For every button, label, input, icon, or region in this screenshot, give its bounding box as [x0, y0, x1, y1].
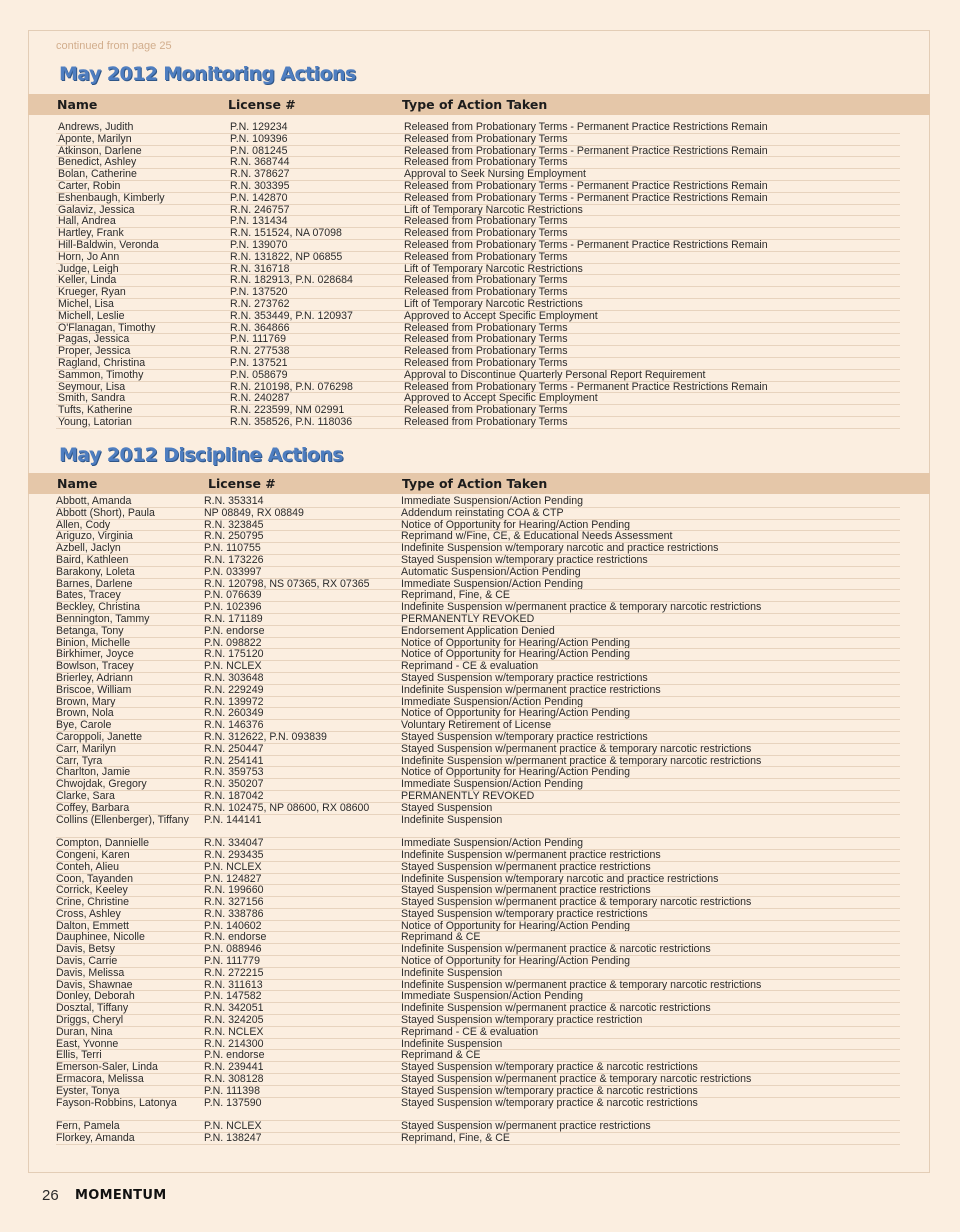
row-action: Indefinite Suspension w/permanent practice & temporary narcotic restrictions [401, 601, 762, 614]
row-license: R.N. 303395 [230, 179, 290, 192]
table-row [0, 815, 960, 839]
row-license: R.N. 353449, P.N. 120937 [230, 309, 353, 322]
table-row [0, 614, 960, 626]
row-action: Stayed Suspension w/permanent practice restrictions [401, 860, 651, 873]
row-license: R.N. 368744 [230, 156, 290, 169]
row-name: Betanga, Tony [56, 624, 124, 637]
row-action: Notice of Opportunity for Hearing/Action Pending [401, 707, 631, 720]
row-name: Binion, Michelle [56, 636, 131, 649]
table-row [0, 850, 960, 862]
row-name: Ariguzo, Virginia [56, 530, 133, 543]
row-action: Stayed Suspension w/temporary practice restriction [401, 1014, 643, 1027]
row-license: P.N. 137521 [230, 356, 288, 369]
table-row [0, 240, 960, 252]
row-name: Pagas, Jessica [58, 333, 130, 346]
row-name: Driggs, Cheryl [56, 1014, 124, 1027]
row-action: Immediate Suspension/Action Pending [401, 577, 583, 590]
row-action: Stayed Suspension w/temporary practice restrictions [401, 553, 648, 566]
row-license: R.N. 327156 [204, 896, 264, 909]
row-action: Immediate Suspension/Action Pending [401, 837, 583, 850]
row-name: Abbott (Short), Paula [56, 506, 155, 519]
row-action: Stayed Suspension w/permanent practice restrictions [401, 884, 651, 897]
row-license: R.N. 316718 [230, 262, 290, 275]
row-action: Voluntary Retirement of License [401, 719, 552, 732]
row-name: Ragland, Christina [58, 356, 146, 369]
row-name: East, Yvonne [56, 1037, 119, 1050]
row-action: Reprimand, Fine, & CE [401, 589, 510, 602]
row-action: Indefinite Suspension w/permanent practice restrictions [401, 848, 661, 861]
row-license: P.N. endorse [204, 624, 265, 637]
row-action: Stayed Suspension [401, 801, 493, 814]
table-row [0, 134, 960, 146]
row-name: Krueger, Ryan [58, 286, 126, 299]
row-license: R.N. 277538 [230, 345, 290, 358]
row-license: R.N. 214300 [204, 1037, 264, 1050]
row-action: Endorsement Application Denied [401, 624, 555, 637]
row-license: R.N. 102475, NP 08600, RX 08600 [204, 801, 370, 814]
row-action: Stayed Suspension w/permanent practice & temporary narcotic restrictions [401, 896, 752, 909]
row-action: Notice of Opportunity for Hearing/Action Pending [401, 955, 631, 968]
row-license: P.N. 137590 [204, 1096, 262, 1109]
discipline-table [0, 496, 960, 1145]
table-row [0, 626, 960, 638]
row-license: P.N. 140602 [204, 919, 262, 932]
row-name: Aponte, Marilyn [58, 132, 132, 145]
row-action: Stayed Suspension w/temporary practice & narcotic restrictions [401, 1084, 698, 1097]
row-name: Barakony, Loleta [56, 565, 135, 578]
row-action: Stayed Suspension w/permanent practice & temporary narcotic restrictions [401, 1073, 752, 1086]
row-license: R.N. 120798, NS 07365, RX 07365 [204, 577, 370, 590]
row-action: Released from Probationary Terms [404, 333, 568, 346]
monitoring-title: May 2012 Monitoring Actions [59, 63, 356, 85]
row-name: Fayson-Robbins, Latonya [56, 1096, 177, 1109]
row-license: R.N. 353314 [204, 495, 264, 507]
row-name: Davis, Shawnae [56, 978, 133, 991]
row-action: Approved to Accept Specific Employment [404, 392, 598, 405]
table-row [0, 673, 960, 685]
row-action: Notice of Opportunity for Hearing/Action Pending [401, 766, 631, 779]
row-license: P.N. NCLEX [204, 660, 262, 673]
row-license: R.N. 210198, P.N. 076298 [230, 380, 353, 393]
row-name: Hartley, Frank [58, 227, 124, 240]
row-name: Brown, Mary [56, 695, 116, 708]
row-license: R.N. 223599, NM 02991 [230, 404, 345, 417]
row-license: R.N. 308128 [204, 1073, 264, 1086]
table-row [0, 968, 960, 980]
row-action: Reprimand - CE & evaluation [401, 660, 539, 673]
row-license: NP 08849, RX 08849 [204, 506, 304, 519]
row-license: R.N. 182913, P.N. 028684 [230, 274, 353, 287]
row-name: Fern, Pamela [56, 1120, 120, 1133]
discipline-header-bar [28, 473, 930, 494]
row-action: Reprimand w/Fine, CE, & Educational Needs Assessment [401, 530, 673, 543]
table-row [0, 1098, 960, 1122]
row-action: Indefinite Suspension w/permanent practice & temporary narcotic restrictions [401, 978, 762, 991]
row-action: Reprimand - CE & evaluation [401, 1025, 539, 1038]
row-action: Stayed Suspension w/temporary practice restrictions [401, 730, 648, 743]
row-license: P.N. 144141 [204, 813, 262, 826]
row-name: Smith, Sandra [58, 392, 126, 405]
row-action: Released from Probationary Terms [404, 250, 568, 263]
row-license: P.N. 111398 [204, 1084, 260, 1097]
row-action: Stayed Suspension w/permanent practice & temporary narcotic restrictions [401, 742, 752, 755]
magazine-name: MOMENTUM [75, 1188, 167, 1203]
row-action: Immediate Suspension/Action Pending [401, 495, 583, 507]
row-license: R.N. 359753 [204, 766, 264, 779]
row-license: P.N. 142870 [230, 191, 288, 204]
row-name: Baird, Kathleen [56, 553, 129, 566]
table-row [0, 555, 960, 567]
table-row [0, 311, 960, 323]
row-license: R.N. NCLEX [204, 1025, 264, 1038]
discipline-title: May 2012 Discipline Actions [59, 444, 343, 466]
row-action: Addendum reinstating COA & CTP [401, 506, 564, 519]
discipline-header-name: Name [57, 476, 98, 491]
table-row [0, 252, 960, 264]
row-license: R.N. 273762 [230, 297, 290, 310]
row-name: Young, Latorian [58, 415, 132, 428]
row-name: Michel, Lisa [58, 297, 114, 310]
row-action: Stayed Suspension w/permanent practice restrictions [401, 1120, 651, 1133]
discipline-header-license: License # [208, 476, 276, 491]
row-action: Approved to Accept Specific Employment [404, 309, 598, 322]
continued-note: continued from page 25 [56, 40, 172, 52]
row-action: Indefinite Suspension [401, 1037, 503, 1050]
row-license: R.N. 260349 [204, 707, 264, 720]
table-row [0, 909, 960, 921]
row-name: Hill-Baldwin, Veronda [58, 238, 159, 251]
row-license: R.N. 139972 [204, 695, 264, 708]
row-name: Carter, Robin [58, 179, 121, 192]
row-name: Florkey, Amanda [56, 1132, 135, 1145]
row-action: Lift of Temporary Narcotic Restrictions [404, 203, 583, 216]
row-name: Conteh, Alieu [56, 860, 120, 873]
row-name: Benedict, Ashley [58, 156, 137, 169]
row-name: O'Flanagan, Timothy [58, 321, 156, 334]
row-action: Immediate Suspension/Action Pending [401, 695, 583, 708]
row-name: Compton, Dannielle [56, 837, 150, 850]
row-action: Released from Probationary Terms - Permanent Practice Restrictions Remain [404, 179, 768, 192]
row-license: R.N. 240287 [230, 392, 290, 405]
row-name: Hall, Andrea [58, 215, 116, 228]
row-action: Notice of Opportunity for Hearing/Action Pending [401, 636, 631, 649]
monitoring-header-action: Type of Action Taken [402, 97, 548, 112]
row-name: Eyster, Tonya [56, 1084, 120, 1097]
row-name: Clarke, Sara [56, 789, 115, 802]
row-name: Donley, Deborah [56, 990, 135, 1003]
row-name: Atkinson, Darlene [58, 144, 142, 157]
row-name: Andrews, Judith [58, 121, 134, 133]
row-action: Released from Probationary Terms [404, 356, 568, 369]
table-row [0, 791, 960, 803]
row-action: Indefinite Suspension w/permanent practice & narcotic restrictions [401, 1002, 711, 1015]
row-action: Released from Probationary Terms [404, 156, 568, 169]
row-license: P.N. 109396 [230, 132, 288, 145]
row-license: R.N. 358526, P.N. 118036 [230, 415, 353, 428]
row-name: Keller, Linda [58, 274, 117, 287]
row-action: Notice of Opportunity for Hearing/Action Pending [401, 518, 631, 531]
row-name: Michell, Leslie [58, 309, 125, 322]
row-action: Indefinite Suspension w/temporary narcotic and practice restrictions [401, 542, 719, 555]
row-name: Bye, Carole [56, 719, 112, 732]
row-license: P.N. 110755 [204, 542, 261, 555]
row-license: P.N. 111779 [204, 955, 260, 968]
row-name: Caroppoli, Janette [56, 730, 142, 743]
row-license: P.N. 081245 [230, 144, 288, 157]
row-license: R.N. 311613 [204, 978, 263, 991]
row-license: P.N. endorse [204, 1049, 265, 1062]
row-action: Released from Probationary Terms [404, 404, 568, 417]
row-name: Brierley, Adriann [56, 671, 133, 684]
table-row [0, 508, 960, 520]
row-action: Stayed Suspension w/temporary practice restrictions [401, 907, 648, 920]
row-name: Coffey, Barbara [56, 801, 130, 814]
row-action: Released from Probationary Terms - Permanent Practice Restrictions Remain [404, 144, 768, 157]
row-license: R.N. 334047 [204, 837, 264, 850]
row-license: P.N. 129234 [230, 121, 288, 133]
row-name: Carr, Marilyn [56, 742, 117, 755]
row-license: P.N. 088946 [204, 943, 262, 956]
row-name: Chwojdak, Gregory [56, 778, 147, 791]
monitoring-header-name: Name [57, 97, 98, 112]
row-name: Horn, Jo Ann [58, 250, 120, 263]
row-license: R.N. 350207 [204, 778, 264, 791]
row-name: Coon, Tayanden [56, 872, 133, 885]
row-license: P.N. 147582 [204, 990, 262, 1003]
row-name: Emerson-Saler, Linda [56, 1061, 158, 1074]
row-name: Cross, Ashley [56, 907, 121, 920]
row-license: R.N. 171189 [204, 612, 263, 625]
table-row [0, 732, 960, 744]
row-action: Released from Probationary Terms - Permanent Practice Restrictions Remain [404, 380, 768, 393]
table-row [0, 744, 960, 756]
row-license: P.N. 098822 [204, 636, 262, 649]
row-license: R.N. 131822, NP 06855 [230, 250, 343, 263]
row-action: Released from Probationary Terms [404, 415, 568, 428]
row-action: PERMANENTLY REVOKED [401, 789, 535, 802]
row-name: Eshenbaugh, Kimberly [58, 191, 165, 204]
row-license: R.N. 342051 [204, 1002, 264, 1015]
row-action: Reprimand, Fine, & CE [401, 1132, 510, 1145]
row-name: Bolan, Catherine [58, 168, 137, 181]
row-name: Barnes, Darlene [56, 577, 133, 590]
row-license: P.N. 033997 [204, 565, 262, 578]
row-name: Carr, Tyra [56, 754, 103, 767]
row-action: Indefinite Suspension w/permanent practice & temporary narcotic restrictions [401, 754, 762, 767]
table-row [0, 803, 960, 815]
row-license: R.N. 338786 [204, 907, 264, 920]
row-name: Allen, Cody [56, 518, 111, 531]
row-action: Reprimand & CE [401, 931, 481, 944]
row-action: Reprimand & CE [401, 1049, 481, 1062]
row-action: Notice of Opportunity for Hearing/Action Pending [401, 919, 631, 932]
row-license: R.N. 293435 [204, 848, 264, 861]
row-action: Indefinite Suspension w/permanent practice & narcotic restrictions [401, 943, 711, 956]
table-row [0, 1086, 960, 1098]
row-license: R.N. 254141 [204, 754, 264, 767]
row-name: Abbott, Amanda [56, 495, 132, 507]
row-action: Released from Probationary Terms - Permanent Practice Restrictions Remain [404, 238, 768, 251]
row-action: Stayed Suspension w/temporary practice & narcotic restrictions [401, 1096, 698, 1109]
row-name: Bennington, Tammy [56, 612, 150, 625]
row-name: Dauphinee, Nicolle [56, 931, 145, 944]
row-name: Dosztal, Tiffany [56, 1002, 129, 1015]
row-name: Bates, Tracey [56, 589, 121, 602]
row-license: P.N. 111769 [230, 333, 286, 346]
row-name: Briscoe, William [56, 683, 132, 696]
row-name: Tufts, Katherine [58, 404, 133, 417]
table-row [0, 862, 960, 874]
row-action: Released from Probationary Terms [404, 345, 568, 358]
row-name: Beckley, Christina [56, 601, 140, 614]
row-license: P.N. 124827 [204, 872, 262, 885]
row-name: Davis, Carrie [56, 955, 118, 968]
row-action: Indefinite Suspension w/permanent practice restrictions [401, 683, 661, 696]
row-license: R.N. 151524, NA 07098 [230, 227, 342, 240]
row-name: Charlton, Jamie [56, 766, 131, 779]
row-name: Congeni, Karen [56, 848, 130, 861]
row-name: Birkhimer, Joyce [56, 648, 134, 661]
table-row [0, 181, 960, 193]
row-license: R.N. 378627 [230, 168, 290, 181]
row-license: P.N. 139070 [230, 238, 288, 251]
row-action: Lift of Temporary Narcotic Restrictions [404, 262, 583, 275]
row-name: Brown, Nola [56, 707, 114, 720]
row-name: Dalton, Emmett [56, 919, 130, 932]
row-action: Released from Probationary Terms [404, 321, 568, 334]
monitoring-header-bar [28, 94, 930, 115]
row-license: P.N. 102396 [204, 601, 262, 614]
table-row [0, 1039, 960, 1051]
row-license: P.N. NCLEX [204, 860, 262, 873]
table-row [0, 417, 960, 429]
row-name: Ermacora, Melissa [56, 1073, 144, 1086]
row-action: Released from Probationary Terms [404, 215, 568, 228]
row-name: Azbell, Jaclyn [56, 542, 121, 555]
row-license: R.N. 312622, P.N. 093839 [204, 730, 327, 743]
row-action: Indefinite Suspension [401, 813, 503, 826]
row-license: R.N. 250795 [204, 530, 264, 543]
row-action: Immediate Suspension/Action Pending [401, 990, 583, 1003]
row-license: R.N. 199660 [204, 884, 264, 897]
row-name: Corrick, Keeley [56, 884, 128, 897]
row-name: Seymour, Lisa [58, 380, 126, 393]
row-license: R.N. 303648 [204, 671, 264, 684]
table-row [0, 1133, 960, 1145]
row-action: PERMANENTLY REVOKED [401, 612, 535, 625]
row-license: R.N. 229249 [204, 683, 264, 696]
row-action: Released from Probationary Terms - Permanent Practice Restrictions Remain [404, 121, 768, 133]
row-action: Immediate Suspension/Action Pending [401, 778, 583, 791]
row-action: Approval to Seek Nursing Employment [404, 168, 586, 181]
row-license: R.N. 187042 [204, 789, 264, 802]
table-row [0, 370, 960, 382]
row-action: Automatic Suspension/Action Pending [401, 565, 581, 578]
row-name: Crine, Christine [56, 896, 130, 909]
discipline-header-action: Type of Action Taken [402, 476, 548, 491]
row-license: R.N. 250447 [204, 742, 264, 755]
row-license: R.N. 246757 [230, 203, 290, 216]
table-row [0, 358, 960, 370]
row-action: Indefinite Suspension w/temporary narcotic and practice restrictions [401, 872, 719, 885]
table-row [0, 193, 960, 205]
row-license: P.N. 138247 [204, 1132, 262, 1145]
row-action: Released from Probationary Terms [404, 132, 568, 145]
row-license: R.N. 324205 [204, 1014, 264, 1027]
row-name: Davis, Betsy [56, 943, 115, 956]
row-license: P.N. NCLEX [204, 1120, 262, 1133]
row-license: P.N. 131434 [230, 215, 288, 228]
row-name: Davis, Melissa [56, 966, 125, 979]
row-action: Released from Probationary Terms [404, 286, 568, 299]
row-name: Galaviz, Jessica [58, 203, 135, 216]
monitoring-header-license: License # [228, 97, 296, 112]
row-action: Notice of Opportunity for Hearing/Action Pending [401, 648, 631, 661]
row-action: Released from Probationary Terms [404, 274, 568, 287]
row-license: R.N. endorse [204, 931, 267, 944]
row-name: Collins (Ellenberger), Tiffany [56, 813, 189, 826]
row-license: R.N. 175120 [204, 648, 264, 661]
row-action: Released from Probationary Terms - Permanent Practice Restrictions Remain [404, 191, 768, 204]
row-name: Ellis, Terri [56, 1049, 102, 1062]
row-name: Duran, Nina [56, 1025, 113, 1038]
row-action: Stayed Suspension w/temporary practice restrictions [401, 671, 648, 684]
row-name: Proper, Jessica [58, 345, 131, 358]
row-license: R.N. 173226 [204, 553, 264, 566]
table-row [0, 685, 960, 697]
table-row [0, 1027, 960, 1039]
row-license: R.N. 364866 [230, 321, 290, 334]
row-name: Sammon, Timothy [58, 368, 144, 381]
row-action: Released from Probationary Terms [404, 227, 568, 240]
row-name: Judge, Leigh [58, 262, 119, 275]
row-license: R.N. 146376 [204, 719, 264, 732]
row-action: Indefinite Suspension [401, 966, 503, 979]
row-action: Stayed Suspension w/temporary practice & narcotic restrictions [401, 1061, 698, 1074]
row-license: P.N. 076639 [204, 589, 262, 602]
row-name: Bowlson, Tracey [56, 660, 134, 673]
row-license: R.N. 272215 [204, 966, 264, 979]
row-license: P.N. 137520 [230, 286, 288, 299]
page-number: 26 [42, 1187, 59, 1204]
table-row [0, 567, 960, 579]
row-license: R.N. 323845 [204, 518, 264, 531]
row-action: Lift of Temporary Narcotic Restrictions [404, 297, 583, 310]
row-license: P.N. 058679 [230, 368, 288, 381]
monitoring-table [0, 122, 960, 429]
row-license: R.N. 239441 [204, 1061, 264, 1074]
row-action: Approval to Discontinue Quarterly Personal Report Requirement [404, 368, 706, 381]
table-row [0, 299, 960, 311]
